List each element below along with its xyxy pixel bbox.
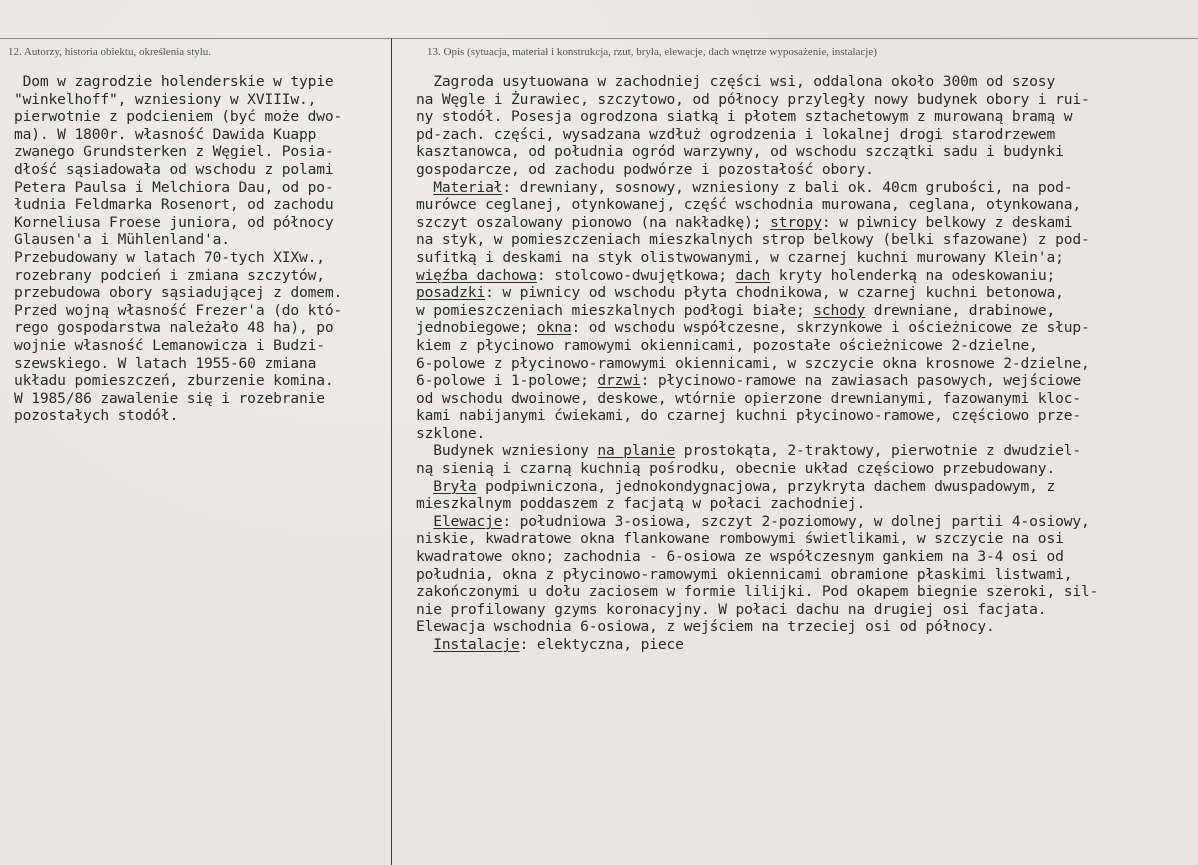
section-label: dach: [735, 266, 771, 284]
section-label: Elewacje: [433, 512, 503, 530]
description-segment: gospodarcze, od zachodu podwórze i pozostałość obory.: [416, 160, 874, 178]
description-line: [416, 179, 1098, 197]
description-segment: szczyt oszalowany pionowo (na nakładkę);: [416, 213, 771, 231]
description-segment: : drewniany, sosnowy, wzniesiony z bali ok. 40cm grubości, na pod-: [502, 178, 1073, 196]
description-line: [416, 618, 1098, 636]
description-segment: kami nabijanymi ćwiekami, do czarnej kuchni płycinowo-ramowe, częściowo prze-: [416, 407, 1081, 425]
description-segment: : stolcowo-dwujętkowa;: [536, 266, 736, 284]
history-line: "winkelhoff", wzniesiony w XVIIIw.,: [14, 90, 317, 108]
description-line: [416, 108, 1098, 126]
description-segment: sufitką i deskami na styk olistwowanymi, w czarnej kuchni murowany Klein'a;: [416, 248, 1064, 266]
description-line: [416, 548, 1098, 566]
history-line: Korneliusa Froese juniora, od północy: [14, 213, 334, 231]
description-line: [416, 530, 1098, 548]
description-line: [416, 372, 1098, 390]
description-segment: od wschodu dwoinowe, deskowe, wtórnie opierzone drewnianymi, fazowanymi kloc-: [416, 389, 1081, 407]
description-segment: niskie, kwadratowe okna flankowane rombowymi świetlikami, w szczycie na osi: [416, 530, 1064, 548]
description-line: [416, 425, 1098, 443]
description-line: [416, 636, 1098, 654]
section-label: Materiał: [433, 178, 503, 196]
description-segment: Budynek wzniesiony: [416, 442, 598, 460]
description-line: [416, 143, 1098, 161]
history-text: [14, 73, 342, 425]
description-line: [416, 355, 1098, 373]
history-line: Przed wojną własność Frezer'a (do któ-: [14, 301, 343, 319]
description-segment: w pomieszczeniach mieszkalnych podłogi białe;: [416, 301, 814, 319]
description-line: [416, 126, 1098, 144]
description-segment: kasztanowca, od południa ogród warzywny, od wschodu szczątki sadu i budynki: [416, 143, 1064, 161]
column-divider: [391, 38, 392, 865]
description-line: [416, 513, 1098, 531]
description-segment: : od wschodu współczesne, skrzynkowe i ościeżnicowe ze słup-: [571, 319, 1090, 337]
description-line: [416, 442, 1098, 460]
description-line: [416, 91, 1098, 109]
description-segment: murówce ceglanej, otynkowanej, część wschodnia murowana, ceglana, otynkowana,: [416, 196, 1081, 214]
description-segment: zakończonymi u dołu zaciosem w formie lilijki. Pod okapem biegnie szeroki, sil-: [416, 583, 1099, 601]
description-segment: kiem z płycinowo ramowymi okiennicami, pozostałe ościeżnicowe 2-dzielne,: [416, 336, 1038, 354]
description-segment: Elewacja wschodnia 6-osiowa, z wejściem na trzeciej osi od północy.: [416, 618, 995, 636]
description-segment: [416, 636, 433, 653]
description-line: [416, 601, 1098, 619]
section-label: okna: [536, 319, 572, 337]
description-line: [416, 249, 1098, 267]
history-line: ma). W 1800r. własność Dawida Kuapp: [14, 125, 317, 143]
description-segment: nie profilowany gzyms koronacyjny. W połaci dachu na drugiej osi facjata.: [416, 600, 1047, 618]
description-line: [416, 302, 1098, 320]
history-line: Dom w zagrodzie holenderskie w typie: [14, 73, 334, 90]
description-line: [416, 73, 1098, 91]
history-line: rego gospodarstwa należało 48 ha), po: [14, 319, 334, 337]
header-rule: [0, 38, 1198, 39]
description-line: [416, 390, 1098, 408]
description-segment: : w piwnicy od wschodu płyta chodnikowa, w czarnej kuchni betonowa,: [485, 284, 1064, 302]
section-label: na planie: [597, 442, 676, 460]
description-text: [416, 73, 1098, 654]
history-line: pierwotnie z podcieniem (być może dwo-: [14, 108, 343, 126]
description-segment: pd-zach. części, wysadzana wzdłuż ogrodzenia i lokalnej drogi starodrzewem: [416, 125, 1056, 143]
section-label: Instalacje: [433, 636, 520, 653]
description-line: [416, 478, 1098, 496]
history-line: łudnia Feldmarka Rosenort, od zachodu: [14, 196, 334, 214]
section-label: schody: [813, 301, 866, 319]
description-segment: [416, 513, 433, 530]
description-line: [416, 284, 1098, 302]
history-line: zwanego Grundsterken z Węgiel. Posia-: [14, 143, 334, 161]
description-segment: : elektyczna, piece: [519, 636, 684, 653]
description-line: [416, 319, 1098, 337]
description-segment: szklone.: [416, 424, 486, 442]
description-line: [416, 407, 1098, 425]
description-segment: ną sienią i czarną kuchnią pośrodku, obecnie układ częściowo przebudowany.: [416, 460, 1056, 478]
history-line: szewskiego. W latach 1955-60 zmiana: [14, 354, 317, 372]
description-line: [416, 231, 1098, 249]
description-line: [416, 196, 1098, 214]
history-line: wojnie własność Lemanowicza i Budzi-: [14, 336, 325, 354]
description-segment: ny stodół. Posesja ogrodzona siatką i płotem sztachetowym z murowaną bramą w: [416, 108, 1073, 126]
description-line: [416, 495, 1098, 513]
description-line: [416, 566, 1098, 584]
description-segment: podpiwniczona, jednokondygnacjowa, przykryta dachem dwuspadowym, z: [476, 477, 1056, 495]
section-label: Bryła: [433, 477, 477, 495]
description-segment: 6-polowe i 1-polowe;: [416, 372, 598, 390]
section-label: stropy: [770, 213, 822, 231]
description-segment: na styk, w pomieszczeniach mieszkalnych strop belkowy (belki sfazowane) z pod-: [416, 231, 1090, 249]
description-line: [416, 267, 1098, 285]
section-label: posadzki: [416, 284, 486, 302]
description-segment: 6-polowe z płycinowo-ramowymi okiennicami, w szczycie okna krosnowe 2-dzielne,: [416, 354, 1090, 372]
history-line: rozebrany podcień i zmiana szczytów,: [14, 266, 325, 284]
description-segment: kwadratowe okno; zachodnia - 6-osiowa ze współczesnym gankiem na 3-4 osi od: [416, 548, 1064, 566]
section-label: więźba dachowa: [416, 266, 537, 284]
description-segment: [416, 478, 433, 495]
history-line: Glausen'a i Mühlenland'a.: [14, 231, 230, 249]
description-segment: południa, okna z płycinowo-ramowymi okiennicami obramione płaskimi listwami,: [416, 565, 1073, 583]
description-segment: na Węgle i Żurawiec, szczytowo, od północy przyległy nowy budynek obory i rui-: [416, 90, 1090, 108]
description-segment: mieszkalnym poddaszem z facjatą w połaci zachodniej.: [416, 495, 866, 513]
description-segment: : płycinowo-ramowe na zawiasach pasowych, wejściowe: [640, 372, 1082, 390]
description-line: [416, 337, 1098, 355]
left-column-header: 12. Autorzy, historia obiektu, określenia stylu.: [8, 46, 212, 58]
history-line: W 1985/86 zawalenie się i rozebranie: [14, 389, 325, 407]
history-line: dłość sąsiadowała od wschodu z polami: [14, 160, 334, 178]
description-segment: [416, 179, 433, 196]
description-segment: drewniane, drabinowe,: [865, 301, 1056, 319]
description-segment: jednobiegowe;: [416, 319, 537, 337]
history-line: pozostałych stodół.: [14, 407, 179, 425]
right-column-header: 13. Opis (sytuacja, materiał i konstrukcja, rzut, bryła, elewacje, dach wnętrze wyposażenie, instalacje): [427, 46, 877, 58]
description-segment: : południowa 3-osiowa, szczyt 2-poziomowy, w dolnej partii 4-osiowy,: [502, 512, 1090, 530]
description-segment: : w piwnicy belkowy z deskami: [821, 213, 1073, 231]
history-line: Przebudowany w latach 70-tych XIXw.,: [14, 248, 325, 266]
description-line: [416, 161, 1098, 179]
history-line: Petera Paulsa i Melchiora Dau, od po-: [14, 178, 334, 196]
description-segment: Zagroda usytuowana w zachodniej części wsi, oddalona około 300m od szosy: [416, 73, 1056, 90]
description-line: [416, 583, 1098, 601]
description-segment: kryty holenderką na odeskowaniu;: [770, 266, 1056, 284]
history-line: układu pomieszczeń, zburzenie komina.: [14, 372, 334, 390]
history-line: przebudowa obory sąsiadującej z domem.: [14, 284, 343, 302]
description-line: [416, 214, 1098, 232]
description-segment: prostokąta, 2-traktowy, pierwotnie z dwudziel-: [675, 442, 1082, 460]
section-label: drzwi: [597, 372, 641, 390]
description-line: [416, 460, 1098, 478]
